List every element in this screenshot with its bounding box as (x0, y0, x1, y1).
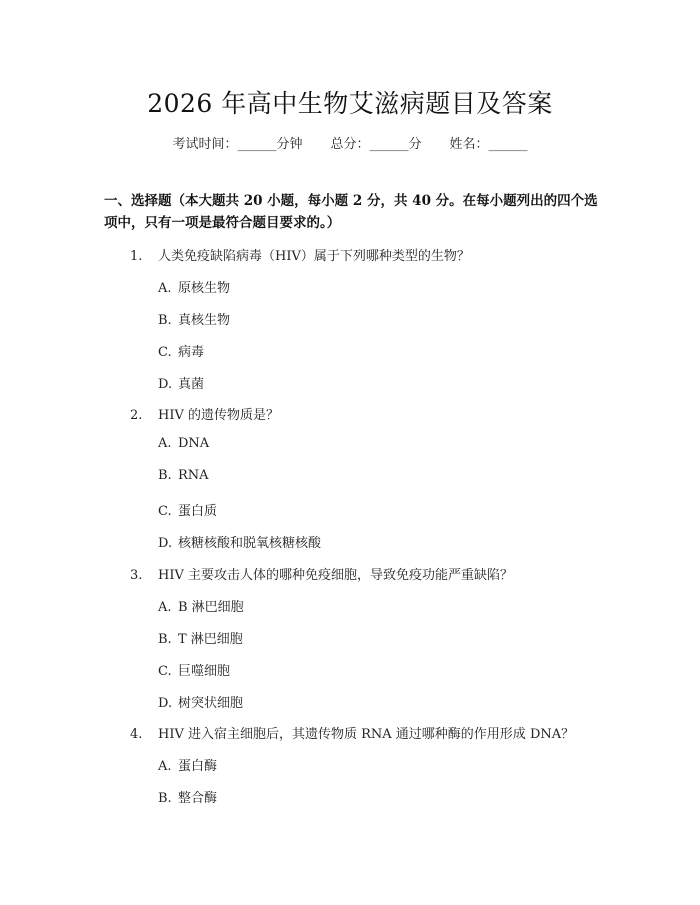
question-3-option-a (158, 596, 244, 615)
question-number: 3. (130, 568, 143, 583)
question-4-option-a (158, 755, 217, 774)
exam-time-field: 考试时间：______分钟 (172, 137, 303, 152)
question-1-option-b (158, 309, 230, 328)
option-letter: C. (158, 345, 172, 360)
question-3-option-d (158, 692, 243, 711)
question-2-option-a (158, 436, 209, 451)
option-letter: C. (158, 504, 172, 519)
question-1 (130, 245, 470, 264)
question-text: HIV 的遗传物质是？ (158, 408, 279, 423)
page-title: 2026 年高中生物艾滋病题目及答案 (147, 89, 553, 118)
option-text: 真菌 (178, 377, 205, 392)
option-letter: D. (158, 696, 173, 711)
section-heading: 一、选择题（本大题共 20 小题，每小题 2 分，共 40 分。在每小题列出的四个选项中，只有一项是最符合题目要求的。） (104, 193, 598, 231)
option-letter: D. (158, 377, 173, 392)
option-letter: A. (158, 600, 172, 615)
option-letter: C. (158, 664, 172, 679)
question-3 (130, 564, 513, 583)
option-text: 整合酶 (178, 791, 218, 806)
option-text: 蛋白质 (178, 504, 218, 519)
question-2-option-d (158, 532, 321, 551)
question-number: 4. (130, 727, 143, 742)
option-text: RNA (178, 468, 209, 483)
option-letter: A. (158, 759, 172, 774)
option-letter: B. (158, 313, 172, 328)
option-text: 巨噬细胞 (178, 664, 231, 679)
question-1-option-a (158, 277, 230, 296)
student-name-field: 姓名：______ (449, 137, 528, 152)
option-text: 原核生物 (178, 281, 231, 296)
option-text: T 淋巴细胞 (178, 632, 243, 647)
total-score-field: 总分：______分 (330, 137, 422, 152)
option-text: B 淋巴细胞 (178, 600, 244, 615)
question-1-option-c (158, 341, 204, 360)
question-2-option-c (158, 500, 217, 519)
question-4 (130, 723, 574, 742)
question-2-option-b (158, 468, 209, 483)
question-1-option-d (158, 373, 204, 392)
question-3-option-c (158, 660, 230, 679)
option-letter: A. (158, 281, 172, 296)
option-letter: B. (158, 632, 172, 647)
option-letter: B. (158, 791, 172, 806)
option-text: DNA (178, 436, 210, 451)
question-text: HIV 进入宿主细胞后，其遗传物质 RNA 通过哪种酶的作用形成 DNA？ (158, 727, 575, 742)
option-letter: D. (158, 536, 173, 551)
question-number: 2. (130, 408, 143, 423)
exam-meta (0, 133, 700, 152)
option-text: 真核生物 (178, 313, 231, 328)
question-text: 人类免疫缺陷病毒（HIV）属于下列哪种类型的生物？ (158, 249, 470, 264)
option-text: 树突状细胞 (178, 696, 244, 711)
question-number: 1. (130, 249, 143, 264)
option-text: 病毒 (178, 345, 205, 360)
option-text: 蛋白酶 (178, 759, 218, 774)
option-letter: A. (158, 436, 172, 451)
option-letter: B. (158, 468, 172, 483)
question-3-option-b (158, 628, 243, 647)
question-4-option-b (158, 787, 217, 806)
question-text: HIV 主要攻击人体的哪种免疫细胞，导致免疫功能严重缺陷？ (158, 568, 513, 583)
question-2 (130, 404, 279, 423)
option-text: 核糖核酸和脱氧核糖核酸 (178, 536, 322, 551)
